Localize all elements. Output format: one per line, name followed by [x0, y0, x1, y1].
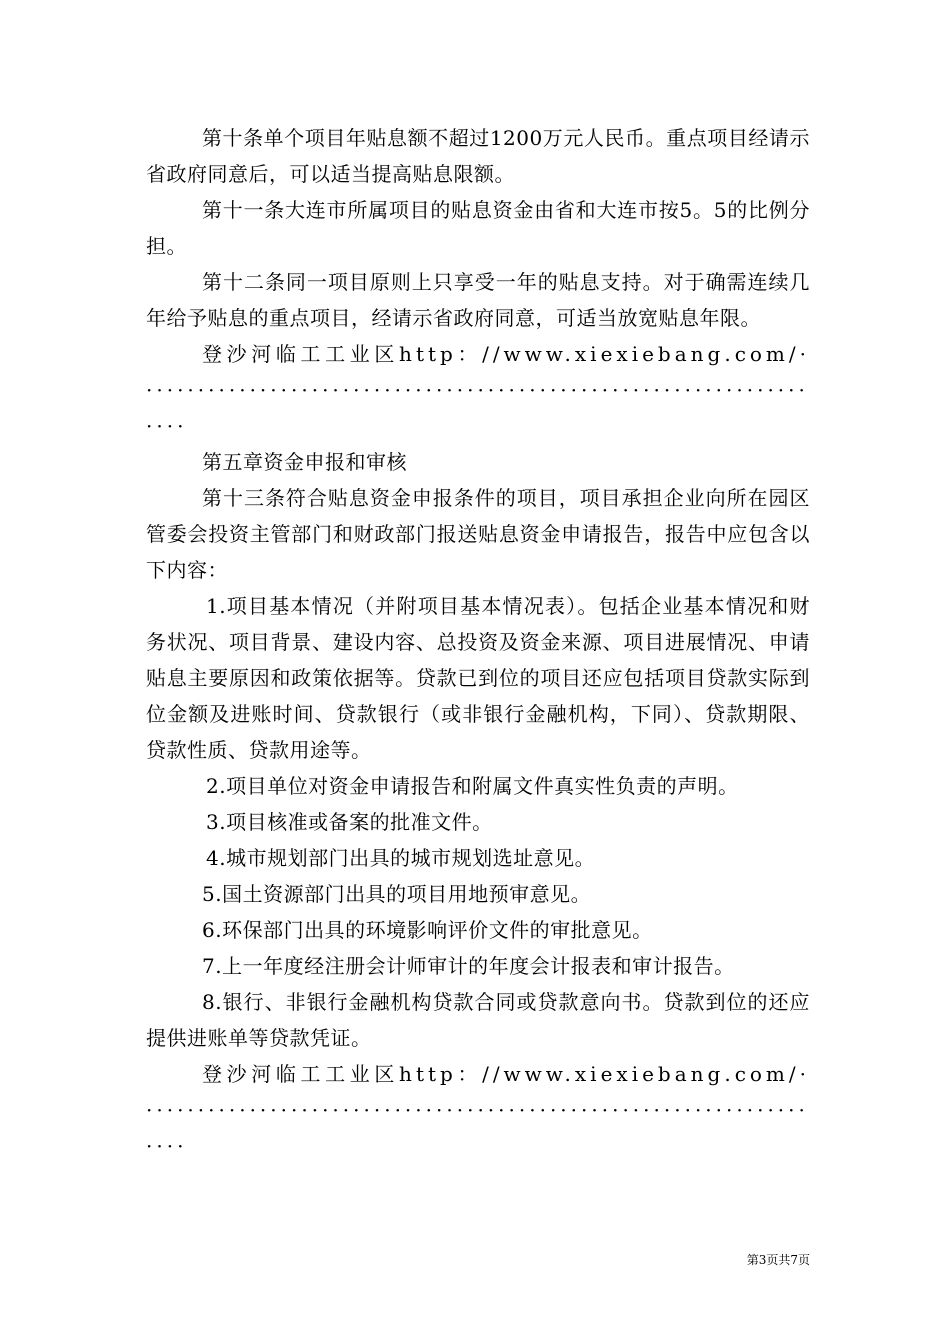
list-item: 7.上一年度经注册会计师审计的年度会计报表和审计报告。	[202, 954, 735, 978]
list-item: 8.银行、非银行金融机构贷款合同或贷款意向书。贷款到位的还应提供进账单等贷款凭证。	[146, 990, 810, 1050]
article-11: 第十一条大连市所属项目的贴息资金由省和大连市按5。5的比例分担。	[146, 198, 810, 258]
source-link-line: 登沙河临工工业区http：//www.xiexiebang.com/·····································································	[146, 1062, 810, 1158]
chapter-heading: 第五章资金申报和审核	[202, 450, 407, 474]
document-body	[146, 120, 810, 1164]
source-link-line: 登沙河临工工业区http：//www.xiexiebang.com/·····································································	[146, 342, 810, 438]
article-10: 第十条单个项目年贴息额不超过1200万元人民币。重点项目经请示省政府同意后，可以适当提高贴息限额。	[146, 126, 810, 186]
article-12: 第十二条同一项目原则上只享受一年的贴息支持。对于确需连续几年给予贴息的重点项目，经请示省政府同意，可适当放宽贴息年限。	[146, 270, 810, 330]
list-item: 1.项目基本情况（并附项目基本情况表）。包括企业基本情况和财务状况、项目背景、建设内容、总投资及资金来源、项目进展情况、申请贴息主要原因和政策依据等。贷款已到位的项目还应包括项目贷款实际到位金额及进账时间、贷款银行（或非银行金融机构，下同）、贷款期限、贷款性质、贷款用途等。	[146, 594, 810, 762]
article-13: 第十三条符合贴息资金申报条件的项目，项目承担企业向所在园区管委会投资主管部门和财政部门报送贴息资金申请报告，报告中应包含以下内容：	[146, 486, 810, 582]
list-item: 6.环保部门出具的环境影响评价文件的审批意见。	[202, 918, 653, 942]
list-item: 3.项目核准或备案的批准文件。	[206, 810, 493, 834]
list-item: 5.国土资源部门出具的项目用地预审意见。	[202, 882, 592, 906]
list-item: 2.项目单位对资金申请报告和附属文件真实性负责的声明。	[206, 774, 739, 798]
list-item: 4.城市规划部门出具的城市规划选址意见。	[206, 846, 596, 870]
page-number: 第3页共7页	[746, 1253, 810, 1267]
